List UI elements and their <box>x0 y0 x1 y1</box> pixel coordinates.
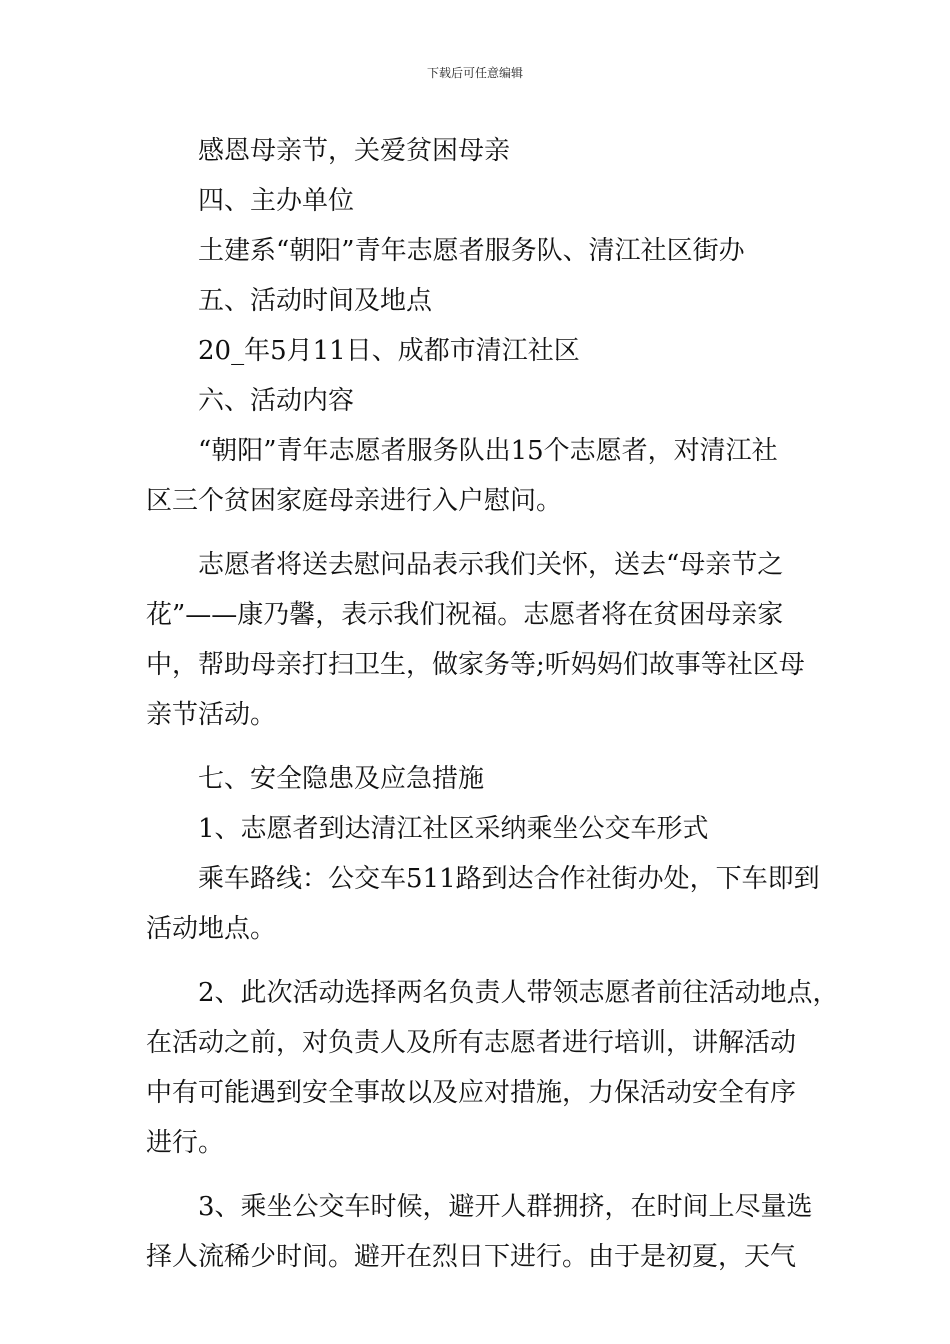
heading-organizer: 四、主办单位 <box>198 186 355 216</box>
paragraph-content-line: 志愿者将送去慰问品表示我们关怀，送去“母亲节之 <box>198 550 784 580</box>
document-body <box>146 126 839 1282</box>
page-header-note: 下载后可任意编辑 <box>426 66 523 80</box>
paragraph-content-line: 花”——康乃馨，表示我们祝福。志愿者将在贫困母亲家 <box>146 600 784 630</box>
paragraph-safety-2: 进行。 <box>146 1128 225 1158</box>
paragraph-theme: 感恩母亲节，关爱贫困母亲 <box>198 136 511 166</box>
paragraph-content-line: “朝阳”青年志愿者服务队出15个志愿者，对清江社 <box>198 436 778 466</box>
heading-safety: 七、安全隐患及应急措施 <box>198 764 485 794</box>
paragraph-organizer: 土建系“朝阳”青年志愿者服务队、清江社区街办 <box>198 236 745 266</box>
paragraph-safety-1: 1、志愿者到达清江社区采纳乘坐公交车形式 <box>198 814 709 844</box>
paragraph-time-place: 20_年5月11日、成都市清江社区 <box>198 336 580 366</box>
paragraph-content-line: 中，帮助母亲打扫卫生，做家务等;听妈妈们故事等社区母 <box>146 650 805 680</box>
paragraph-safety-2: 在活动之前，对负责人及所有志愿者进行培训，讲解活动 <box>146 1028 797 1058</box>
paragraph-safety-2: 中有可能遇到安全事故以及应对措施，力保活动安全有序 <box>146 1078 797 1108</box>
paragraph-content-line: 亲节活动。 <box>146 700 277 730</box>
paragraph-bus-route: 活动地点。 <box>146 914 277 944</box>
paragraph-safety-3: 3、乘坐公交车时候，避开人群拥挤，在时间上尽量选 <box>198 1192 813 1222</box>
paragraph-safety-3: 择人流稀少时间。避开在烈日下进行。由于是初夏，天气 <box>146 1242 797 1272</box>
heading-content: 六、活动内容 <box>198 386 355 416</box>
heading-time-place: 五、活动时间及地点 <box>198 286 433 316</box>
paragraph-bus-route: 乘车路线：公交车511路到达合作社街办处，下车即到 <box>198 864 820 894</box>
paragraph-content-line: 区三个贫困家庭母亲进行入户慰问。 <box>146 486 563 516</box>
paragraph-safety-2: 2、此次活动选择两名负责人带领志愿者前往活动地点， <box>198 978 839 1008</box>
